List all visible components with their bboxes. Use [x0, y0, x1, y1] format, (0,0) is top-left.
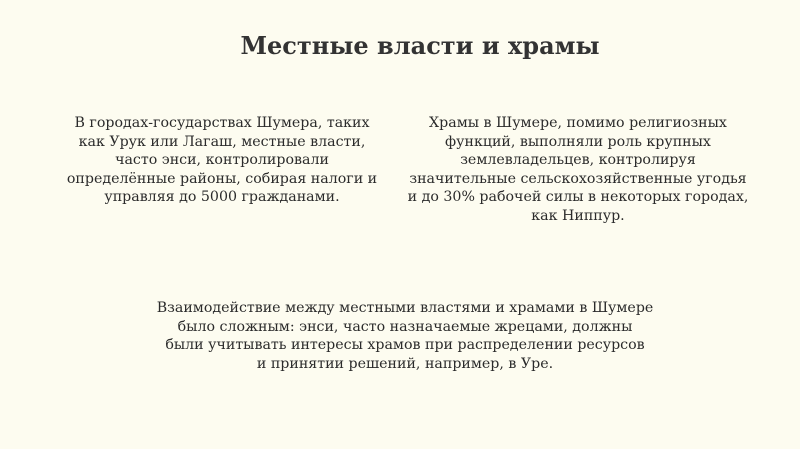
- paragraph-temples: Храмы в Шумере, помимо религиозных функций, выполняли роль крупных землевладельцев, контролируя значительные сельскохозяйственные угодья и до 30% рабочей силы в некоторых городах, как Ниппур.: [407, 115, 749, 224]
- paragraph-interaction: Взаимодействие между местными властями и храмами в Шумере было сложным: энси, часто назначаемые жрецами, должны были учитывать интересы храмов при распределении ресурсов и принятии решений, например, в Уре.: [156, 300, 654, 372]
- slide-title: Местные власти и храмы: [240, 31, 600, 60]
- paragraph-local-authorities: В городах-государствах Шумера, таких как Урук или Лагаш, местные власти, часто энси, контролировали определённые районы, собирая налоги и управляя до 5000 гражданами.: [66, 115, 378, 206]
